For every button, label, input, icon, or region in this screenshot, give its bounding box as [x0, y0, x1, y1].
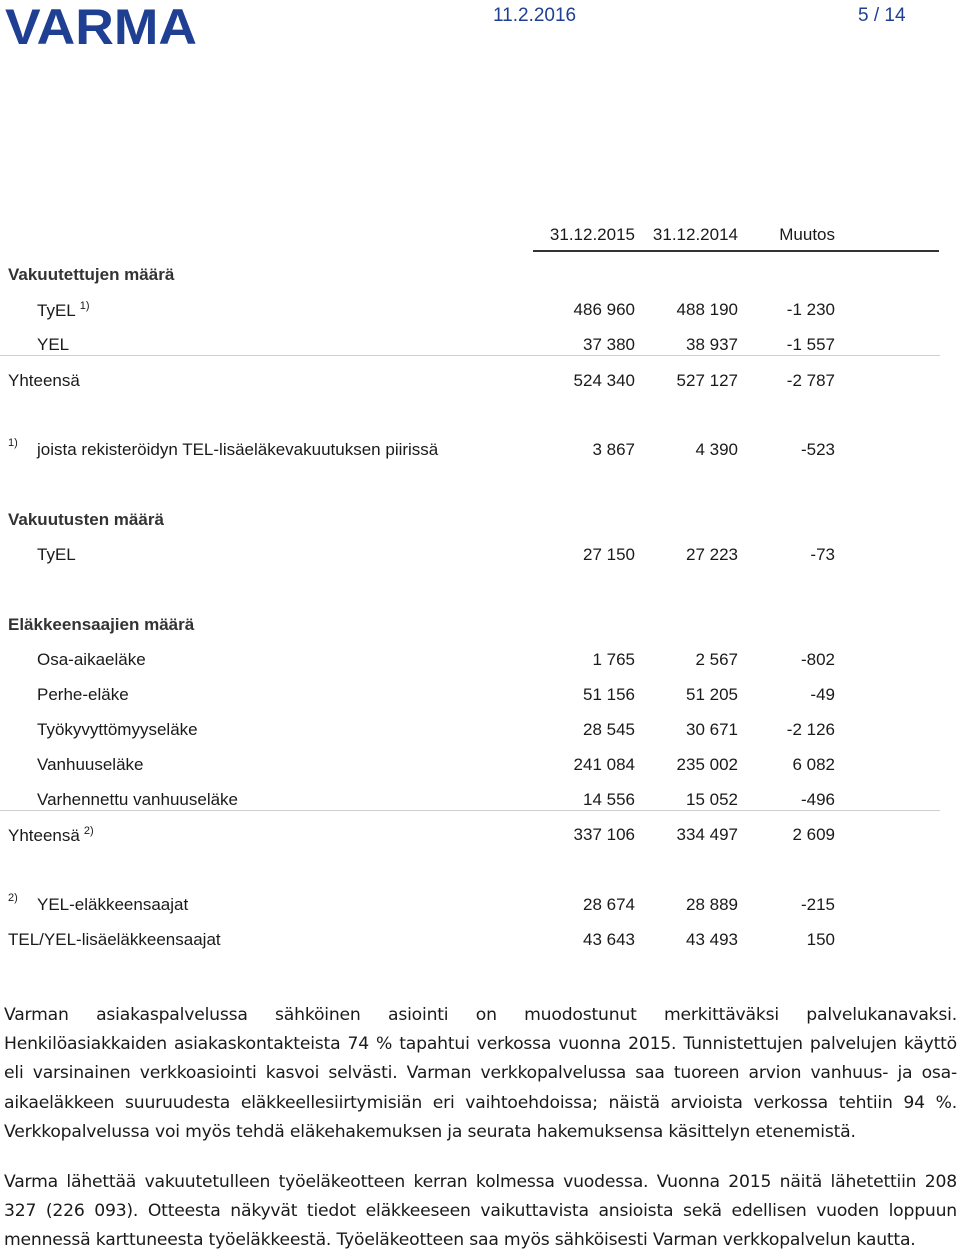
footnote-row: TEL/YEL-lisäeläkkeensaajat 43 643 43 493 150 — [8, 930, 835, 949]
paragraph-pension-statement: Varma lähettää vakuutetulleen työeläkeotteen kerran kolmessa vuodessa. Vuonna 2015 näitä lähetettiin 208 327 (226 093). Otteesta näkyvät tiedot eläkkeeseen vaikuttavista ansioista sekä edellisen vuoden loppuun mennessä karttuneesta työeläkkeestä. Työeläkeotteen saa myös sähköisesti Varman verkkopalvelun kautta. — [4, 1172, 957, 1251]
column-header-change: Muutos — [779, 225, 835, 244]
section-heading-policies: Vakuutusten määrä — [8, 510, 164, 529]
logo-wordmark: VARMA — [5, 2, 197, 48]
varma-logo — [5, 2, 205, 48]
header-divider — [533, 250, 939, 252]
table-row: Vanhuuseläke 241 084 235 002 6 082 — [37, 755, 835, 774]
table-total-row: Yhteensä $^{2)}$ 337 106 334 497 2 609 — [8, 825, 835, 845]
footnote-marker: 2) — [8, 892, 18, 904]
table-row: Perhe-eläke 51 156 51 205 -49 — [37, 685, 835, 704]
table-header-row — [0, 218, 960, 252]
table-row: Varhennettu vanhuuseläke 14 556 15 052 -496 — [37, 790, 835, 809]
footnote-row: 2) YEL-eläkkeensaajat 28 674 28 889 -215 — [8, 892, 835, 914]
page-number: 5 / 14 — [858, 5, 906, 26]
section-heading-insured: Vakuutettujen määrä — [8, 265, 175, 284]
row-divider — [0, 355, 940, 356]
table-row: TyEL $^{1)}$ 486 960 488 190 -1 230 — [37, 300, 835, 320]
row-divider — [0, 810, 940, 811]
footnote-marker: 1) — [8, 437, 18, 449]
section-heading-pensioners: Eläkkeensaajien määrä — [8, 615, 195, 634]
table-total-row: Yhteensä 524 340 527 127 -2 787 — [8, 371, 835, 390]
table-row: Osa-aikaeläke 1 765 2 567 -802 — [37, 650, 835, 669]
column-header-2014: 31.12.2014 — [652, 225, 738, 244]
footnote-row: 1) joista rekisteröidyn TEL-lisäeläkevakuutuksen piirissä 3 867 4 390 -523 — [8, 437, 835, 459]
column-header-2015: 31.12.2015 — [549, 225, 635, 244]
table-row: TyEL 27 150 27 223 -73 — [37, 545, 835, 564]
paragraph-online-service: Varman asiakaspalvelussa sähköinen asiointi on muodostunut merkittäväksi palvelukanavaksi. Henkilöasiakkaiden asiakaskontakteista 74 % tapahtui verkossa vuonna 2015. Tunnistettujen palvelujen käyttö eli varsinainen verkkoasiointi kasvoi selvästi. Varman verkkopalvelussa saa tuoreen arvion vanhuus- ja osa-aikaeläkkeen suuruudesta eläkkeellesiirtymisiän eri vaihtoehdoissa; näistä arvioista verkossa tehtiin 94 %. Verkkopalvelussa voi myös tehdä eläkehakemuksen ja seurata hakemuksensa käsittelyn etenemistä. — [4, 1005, 957, 1142]
table-row: YEL 37 380 38 937 -1 557 — [37, 335, 835, 354]
header-date: 11.2.2016 — [493, 5, 577, 26]
table-row: Työkyvyttömyyseläke 28 545 30 671 -2 126 — [37, 720, 835, 739]
